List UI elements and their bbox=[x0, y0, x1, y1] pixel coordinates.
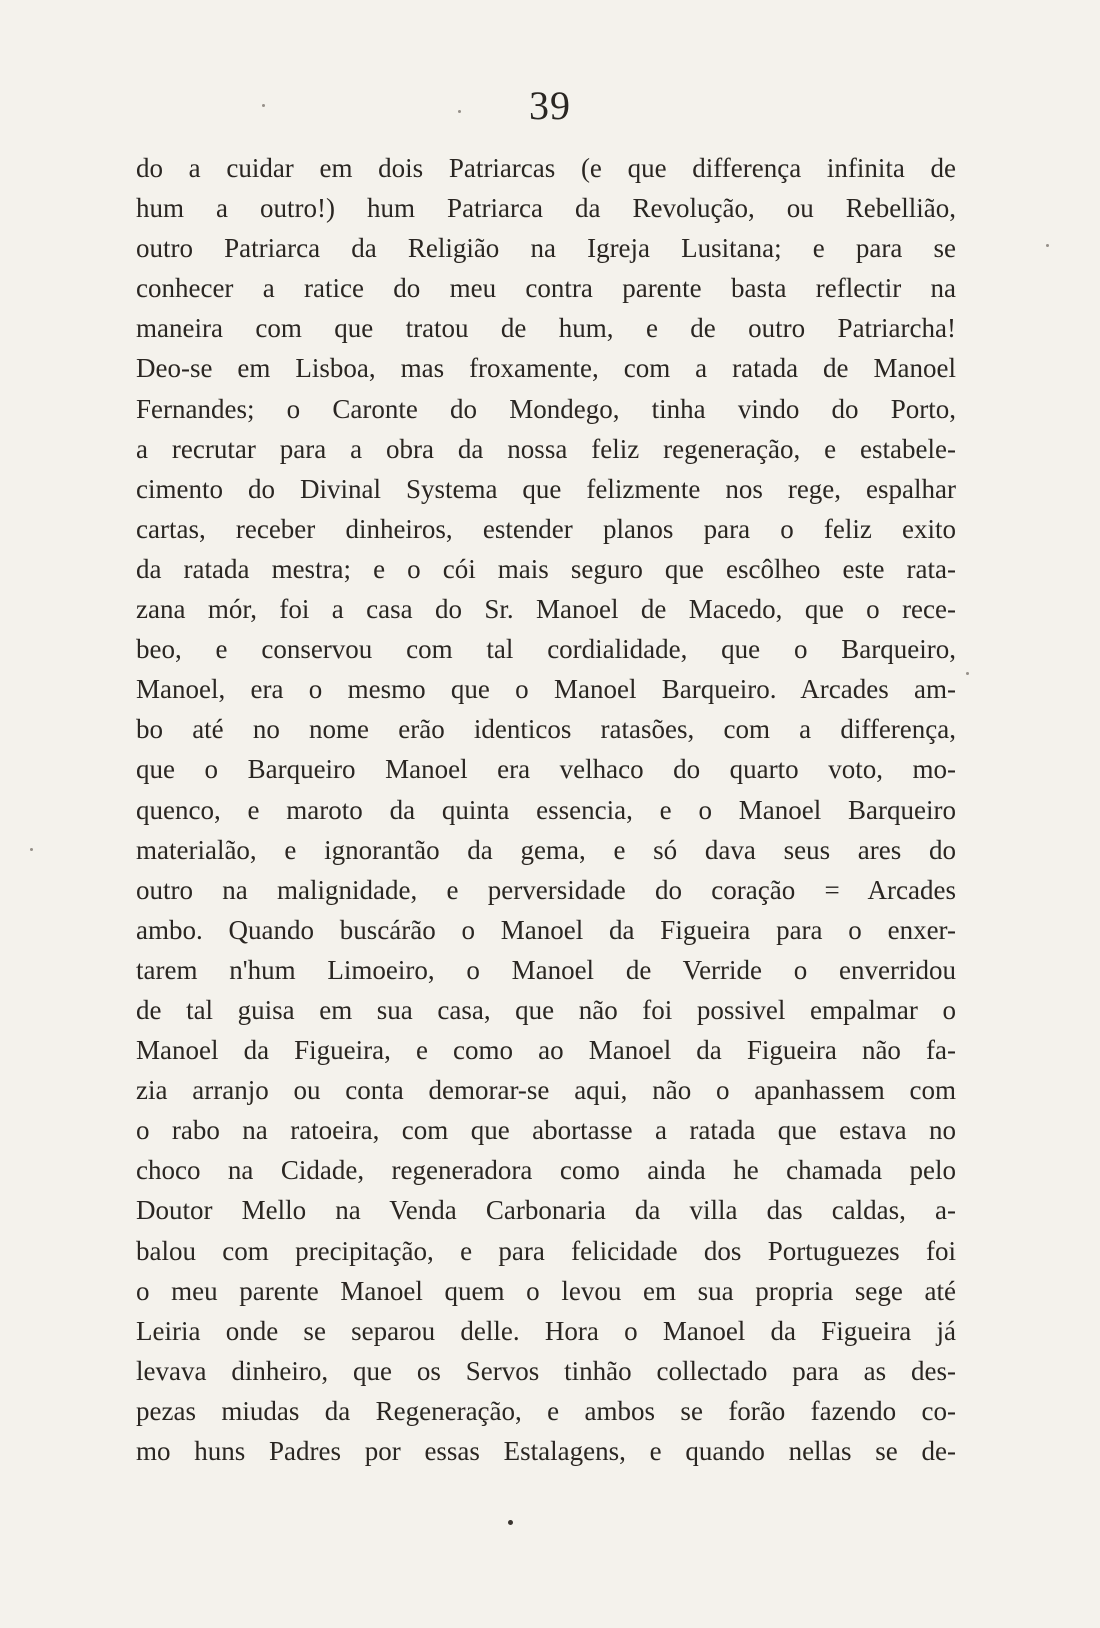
paper-speck bbox=[1046, 244, 1049, 247]
text-line: o meu parente Manoel quem o levou em sua propria sege até bbox=[136, 1275, 956, 1306]
body-text bbox=[136, 148, 956, 1471]
text-line: Leiria onde se separou delle. Hora o Manoel da Figueira já bbox=[136, 1315, 956, 1346]
text-line: mo huns Padres por essas Estalagens, e quando nellas se de- bbox=[136, 1436, 956, 1466]
text-line: conhecer a ratice do meu contra parente basta reflectir na bbox=[136, 273, 956, 304]
page-number: 39 bbox=[529, 83, 571, 128]
text-line: levava dinheiro, que os Servos tinhão collectado para as des- bbox=[136, 1355, 956, 1386]
text-line: Doutor Mello na Venda Carbonaria da villa das caldas, a- bbox=[136, 1195, 956, 1226]
text-line: tarem n'hum Limoeiro, o Manoel de Verride o enverridou bbox=[136, 954, 956, 985]
text-line: Fernandes; o Caronte do Mondego, tinha vindo do Porto, bbox=[136, 393, 956, 424]
text-line: cartas, receber dinheiros, estender planos para o feliz exito bbox=[136, 513, 956, 544]
paper-speck bbox=[966, 672, 969, 675]
text-line: balou com precipitação, e para felicidade dos Portuguezes foi bbox=[136, 1235, 956, 1266]
ink-dot bbox=[508, 1520, 513, 1525]
text-line: que o Barqueiro Manoel era velhaco do quarto voto, mo- bbox=[136, 754, 956, 785]
paper-speck bbox=[262, 104, 265, 107]
text-line: o rabo na ratoeira, com que abortasse a ratada que estava no bbox=[136, 1115, 956, 1146]
text-line: Deo-se em Lisboa, mas froxamente, com a ratada de Manoel bbox=[136, 353, 956, 384]
text-line: outro Patriarca da Religião na Igreja Lusitana; e para se bbox=[136, 233, 956, 264]
text-line: do a cuidar em dois Patriarcas (e que differença infinita de bbox=[136, 153, 956, 183]
text-line: cimento do Divinal Systema que felizmente nos rege, espalhar bbox=[136, 473, 956, 504]
text-line: da ratada mestra; e o cói mais seguro que escôlheo este rata- bbox=[136, 553, 956, 584]
text-line: bo até no nome erão identicos ratasões, com a differença, bbox=[136, 714, 956, 745]
text-line: maneira com que tratou de hum, e de outro Patriarcha! bbox=[136, 313, 956, 344]
text-line: de tal guisa em sua casa, que não foi possivel empalmar o bbox=[136, 994, 956, 1025]
text-line: pezas miudas da Regeneração, e ambos se forão fazendo co- bbox=[136, 1395, 956, 1426]
text-line: quenco, e maroto da quinta essencia, e o Manoel Barqueiro bbox=[136, 794, 956, 825]
paper-speck bbox=[30, 848, 33, 851]
text-line: Manoel da Figueira, e como ao Manoel da Figueira não fa- bbox=[136, 1035, 956, 1066]
text-line: outro na malignidade, e perversidade do coração = Arcades bbox=[136, 874, 956, 905]
text-line: zana mór, foi a casa do Sr. Manoel de Macedo, que o rece- bbox=[136, 594, 956, 625]
text-line: zia arranjo ou conta demorar-se aqui, não o apanhassem com bbox=[136, 1075, 956, 1106]
text-line: beo, e conservou com tal cordialidade, que o Barqueiro, bbox=[136, 634, 956, 665]
text-line: Manoel, era o mesmo que o Manoel Barqueiro. Arcades am- bbox=[136, 674, 956, 705]
text-line: choco na Cidade, regeneradora como ainda he chamada pelo bbox=[136, 1155, 956, 1186]
text-line: ambo. Quando buscárão o Manoel da Figueira para o enxer- bbox=[136, 914, 956, 945]
text-line: hum a outro!) hum Patriarca da Revolução, ou Rebellião, bbox=[136, 193, 956, 224]
paper-speck bbox=[458, 110, 461, 113]
text-line: materialão, e ignorantão da gema, e só dava seus ares do bbox=[136, 834, 956, 865]
text-line: a recrutar para a obra da nossa feliz regeneração, e estabele- bbox=[136, 433, 956, 464]
